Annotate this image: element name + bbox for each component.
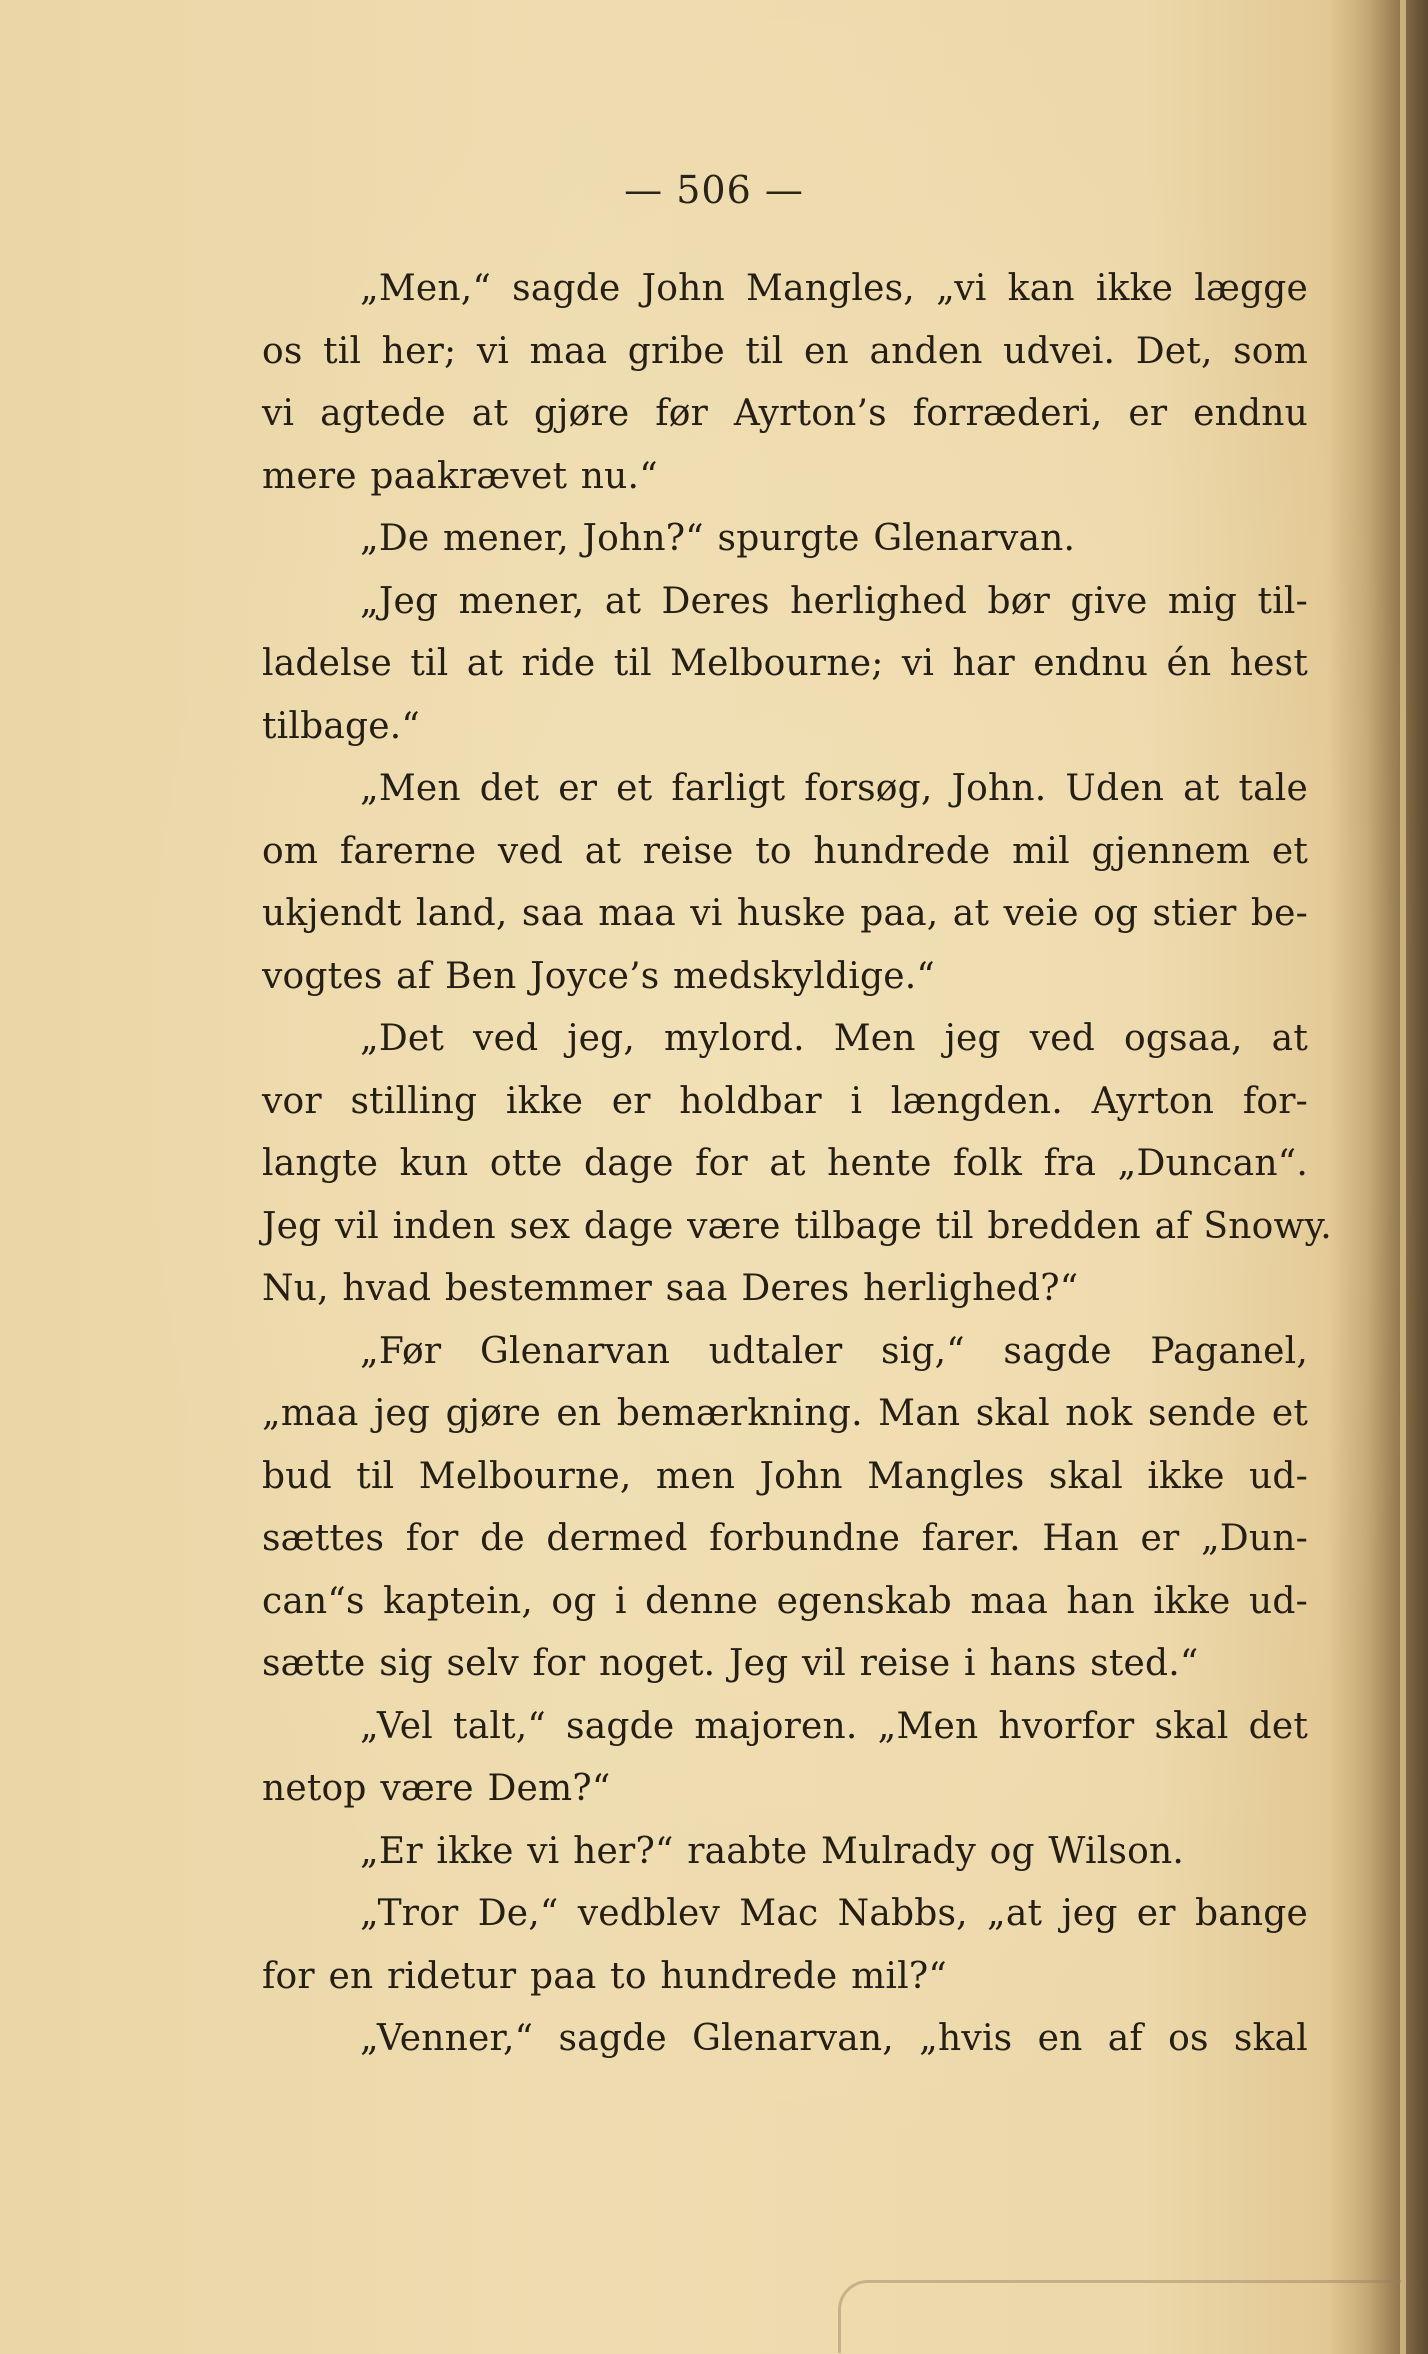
text-line: „Venner,“ sagde Glenarvan, „hvis en af os skal xyxy=(360,2018,1308,2059)
text-line: „Det ved jeg, mylord. Men jeg ved ogsaa, at xyxy=(360,1018,1308,1059)
text-line: „De mener, John?“ spurgte Glenarvan. xyxy=(360,518,1076,559)
text-line: „Jeg mener, at Deres herlighed bør give mig til- xyxy=(360,580,1308,622)
text-line: sætte sig selv for noget. Jeg vil reise i hans sted.“ xyxy=(262,1643,1199,1684)
body-text xyxy=(262,258,1332,2071)
text-line: Jeg vil inden sex dage være tilbage til bredden af Snowy. xyxy=(262,1205,1332,1247)
text-line: sættes for de dermed forbundne farer. Han er „Dun- xyxy=(262,1518,1308,1559)
text-line: „Tror De,“ vedblev Mac Nabbs, „at jeg er bange xyxy=(360,1893,1308,1934)
text-line: „Vel talt,“ sagde majoren. „Men hvorfor skal det xyxy=(360,1705,1308,1747)
text-line: os til her; vi maa gribe til en anden udvei. Det, som xyxy=(262,330,1308,372)
text-line: tilbage.“ xyxy=(262,705,420,747)
text-line: om farerne ved at reise to hundrede mil gjennem et xyxy=(262,830,1308,872)
text-line: mere paakrævet nu.“ xyxy=(262,455,658,497)
text-line: vor stilling ikke er holdbar i længden. Ayrton for- xyxy=(262,1080,1308,1122)
text-line: „Er ikke vi her?“ raabte Mulrady og Wilson. xyxy=(360,1830,1185,1872)
text-line: „Men det er et farligt forsøg, John. Uden at tale xyxy=(360,768,1308,809)
paper-stain xyxy=(838,2280,1401,2353)
text-line: „Før Glenarvan udtaler sig,“ sagde Paganel, xyxy=(360,1330,1308,1372)
text-line: for en ridetur paa to hundrede mil?“ xyxy=(262,1955,947,1997)
text-line: langte kun otte dage for at hente folk fra „Duncan“. xyxy=(262,1143,1308,1184)
text-line: Nu, hvad bestemmer saa Deres herlighed?“ xyxy=(262,1268,1079,1309)
text-line: vogtes af Ben Joyce’s medskyldige.“ xyxy=(262,955,936,997)
text-line: ladelse til at ride til Melbourne; vi har endnu én hest xyxy=(262,643,1308,684)
text-line: „maa jeg gjøre en bemærkning. Man skal nok sende et xyxy=(262,1393,1308,1434)
text-line: netop være Dem?“ xyxy=(262,1768,611,1809)
spine-shadow xyxy=(1368,0,1428,2354)
page-number: — 506 — xyxy=(624,168,804,212)
text-line: vi agtede at gjøre før Ayrton’s forræderi, er endnu xyxy=(262,393,1308,434)
text-line: can“s kaptein, og i denne egenskab maa han ikke ud- xyxy=(262,1580,1308,1622)
text-line: ukjendt land, saa maa vi huske paa, at veie og stier be- xyxy=(262,893,1308,934)
page-edge xyxy=(1400,0,1406,2354)
text-line: „Men,“ sagde John Mangles, „vi kan ikke lægge xyxy=(360,268,1308,309)
text-line: bud til Melbourne, men John Mangles skal ikke ud- xyxy=(262,1455,1308,1497)
